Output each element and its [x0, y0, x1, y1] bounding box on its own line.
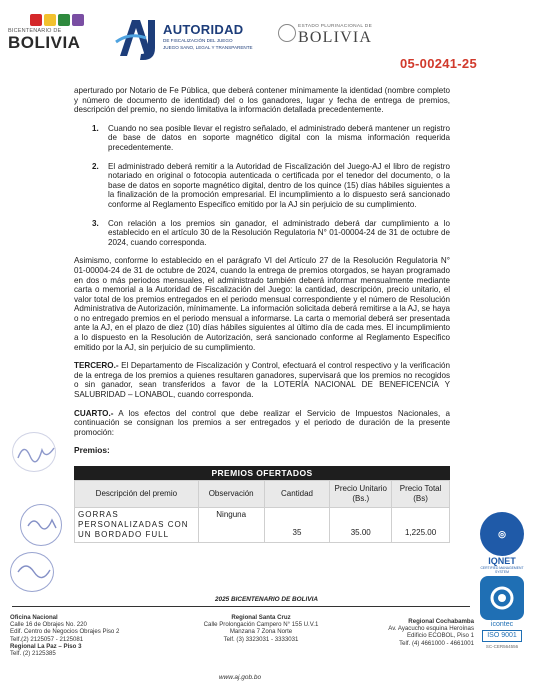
icontec-label: icontec [490, 621, 514, 628]
list-item-text: Con relación a los premios sin ganador, el administrado deberá dar cumplimiento a lo establecido en el artículo 30 de la Resolución Regulatoria N° 01-00004-24 de 31 de octubre de 2024, cuando corresponda. [108, 218, 450, 247]
office-line: Telf. (3) 3323031 - 3333031 [223, 635, 299, 643]
premios-heading: Premios: [74, 445, 110, 456]
authority-subtitle-2: JUEGO SANO, LEGAL Y TRANSPARENTE [163, 44, 253, 50]
table-cell: Ninguna [198, 508, 264, 543]
premios-table [74, 466, 450, 543]
bicentenario-footer: 2025 BICENTENARIO DE BOLIVIA [215, 596, 318, 603]
estado-bolivia: BOLIVIA [298, 29, 373, 46]
column-header: Precio Total (Bs) [392, 481, 450, 508]
authority-subtitle-1: DE FISCALIZACIÓN DEL JUEGO [163, 38, 233, 43]
intro-paragraph: aperturado por Notario de Fe Pública, que deberá contener mínimamente la identidad (nombre completo y número de documento de identidad) del o los ganadores, lugar y fecha de entrega de premios, descripción del premio, no siendo limitativa la información detallada precedentemente. [74, 86, 450, 115]
office-line: Edificio ECOBOL, Piso 1 [406, 632, 474, 640]
office-title: Oficina Nacional [10, 614, 58, 621]
coat-of-arms-icon [278, 24, 296, 42]
document-body [74, 86, 450, 543]
document-number: 05-00241-25 [399, 56, 477, 71]
office-santa-cruz [188, 614, 334, 643]
office-line: Edif. Centro de Negocios Obrajes Piso 2 [10, 628, 120, 636]
aj-logo-icon [110, 12, 162, 64]
footer-divider [12, 606, 470, 607]
page-header [0, 0, 533, 78]
iqnet-label: IQNET [488, 556, 516, 566]
signature-icon [14, 558, 54, 586]
bicentenario-flags-icon [30, 14, 108, 26]
iso-badge: ISO 9001 [482, 630, 522, 642]
certificate-code: SC-CER564556 [485, 644, 519, 649]
signature-icon [22, 510, 62, 540]
bicentenario-logo [8, 14, 108, 53]
table-cell: 35.00 [330, 508, 392, 543]
office-line: Calle 16 de Obrajes No. 220 [10, 621, 87, 629]
signature-icon [14, 438, 58, 468]
list-item [92, 124, 450, 153]
tercero-text: El Departamento de Fiscalización y Control, efectuará el control respectivo y la verificación de la entrega de los premios a quienes resultaren ganadores, supervisará que los premios no recogidos o sin ganador, sean transferidos a favor de la LOTERÍA NACIONAL DE BENEFICENCIA Y SALUBRIDAD – LONABOL, cuando corresponda. [74, 361, 450, 400]
column-header: Cantidad [264, 481, 330, 508]
table-cell: 1,225.00 [392, 508, 450, 543]
bicentenario-bolivia: BOLIVIA [8, 33, 81, 52]
list-item-text: El administrado deberá remitir a la Autoridad de Fiscalización del Juego-AJ el libro de registro notariado en original o fotocopia autenticada o certificada por el tenedor del documento, o la base de datos en soporte magnético digital, dentro de los quince (15) días hábiles siguientes a la finalización de la promoción empresarial. El incumplimiento a lo dispuesto será sancionado conforme al Reglamento Especifico emitido por la AJ sin perjuicio de su cumplimiento. [108, 161, 450, 209]
office-title: Regional La Paz – Piso 3 [10, 642, 82, 650]
table-row [75, 508, 450, 543]
list-item-number: 2. [92, 161, 99, 171]
office-line: Calle Prolongación Campero N° 155 U.V.1 [203, 621, 319, 629]
office-line: Telf.(2) 2125057 - 2125081 [10, 635, 84, 643]
cuarto-heading: CUARTO.- [74, 408, 114, 418]
table-cell: 35 [264, 508, 330, 543]
estado-plurinacional-logo [278, 24, 408, 47]
office-nacional [10, 614, 160, 657]
iqnet-logo-icon: ◎ [480, 512, 524, 556]
list-item-number: 3. [92, 218, 99, 228]
list-item [92, 162, 450, 210]
office-line: Telf. (4) 4661000 - 4661001 [399, 639, 474, 647]
iqnet-sublabel: CERTIFIED MANAGEMENT SYSTEM [480, 566, 524, 574]
list-item-text: Cuando no sea posible llevar el registro señalado, el administrado deberá mantener un registro de base de datos en soporte magnético digital con la misma información requerida precedentemente. [108, 123, 450, 152]
cuarto-text: A los efectos del control que debe realizar el Servicio de Impuestos Nacionales, a continuación se consignan los premios a ser entregados y el periodo de duración de la presente promoción: [74, 408, 450, 437]
tercero-paragraph [74, 361, 450, 399]
iqnet-certification [478, 512, 526, 574]
icontec-certification [478, 576, 526, 649]
table-cell: GORRAS PERSONALIZADAS CON UN BORDADO FULL [75, 508, 199, 543]
office-line: Manzana 7 Zona Norte [229, 628, 293, 636]
bicentenario-label: BICENTENARIO DE [8, 28, 62, 34]
column-header: Precio Unitario (Bs.) [330, 481, 392, 508]
office-line: Av. Ayacucho esquina Heroínas [388, 625, 474, 633]
column-header: Descripción del premio [75, 481, 199, 508]
office-cochabamba [350, 618, 474, 647]
office-title: Regional Santa Cruz [231, 614, 291, 621]
table-header-row [75, 481, 450, 508]
requirements-list [92, 124, 450, 248]
premios-table-caption: PREMIOS OFERTADOS [74, 466, 450, 480]
asimismo-paragraph: Asimismo, conforme lo establecido en el parágrafo VI del Artículo 27 de la Resolución Regulatoria N° 01-00004-24 de 31 de octubre de 2024, cuando la entrega de premios otorgados, se hayan programado en dos o más periodos mensuales, el administrado también deberá informar mensualmente mediante carta o memorial a la Autoridad de Fiscalización del Juego: la cantidad, descripción, precio unitario, el valor total de los premios entregados en el periodo mensual correspondiente y el número de Resolución Administrativa de Autorización, mínimamente. La información solicitada deberá remitirse a la AJ, se haya o no entregado premios en el periodo mensual a informarse. La carta o memorial deberá ser presentada ante la AJ, en el plazo de diez (10) días hábiles siguientes al último día de cada mes. El incumplimiento a lo dispuesto en la Resolución de Autorización, será sancionado conforme al Reglamento Especifico emitido por la AJ, sin perjuicio de su cumplimiento. [74, 256, 450, 352]
office-line: Telf. (2) 2125385 [10, 650, 56, 658]
list-item-number: 1. [92, 123, 99, 133]
column-header: Observación [198, 481, 264, 508]
cuarto-paragraph [74, 409, 450, 438]
authority-title: AUTORIDAD [163, 22, 244, 37]
authority-brand [163, 22, 273, 50]
list-item [92, 219, 450, 248]
office-title: Regional Cochabamba [408, 618, 474, 625]
tercero-heading: TERCERO.- [74, 361, 119, 371]
website-link[interactable]: www.aj.gob.bo [218, 674, 262, 681]
estado-label: ESTADO PLURINACIONAL DE [298, 24, 373, 29]
